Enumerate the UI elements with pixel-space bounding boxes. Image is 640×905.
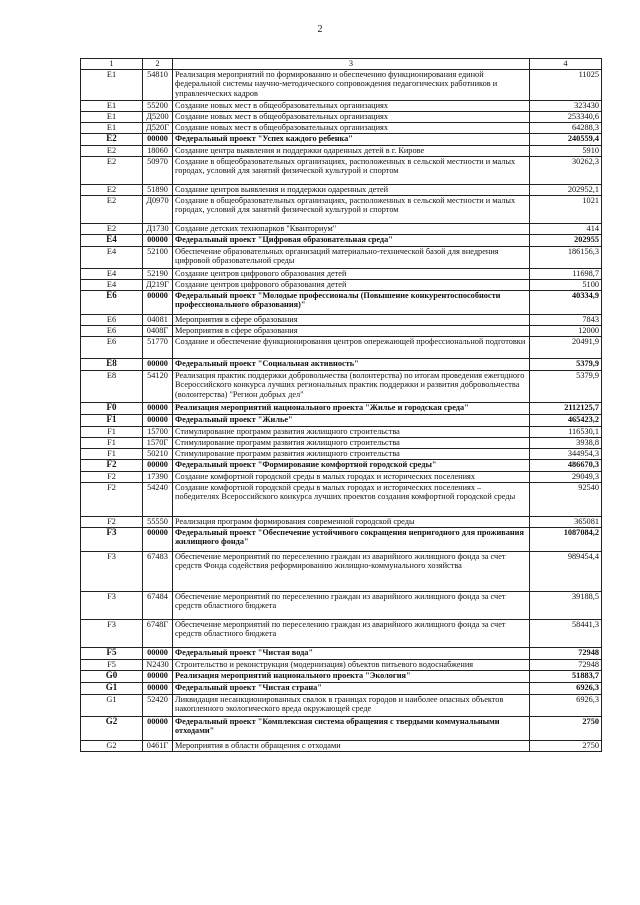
cell-c3: Федеральный проект "Комплексная система обращения с твердыми коммунальными отходами" [173,716,530,740]
cell-c1: F1 [81,426,143,437]
table-row [81,716,602,740]
cell-c4: 12000 [530,325,602,336]
cell-c3: Федеральный проект "Обеспечение устойчивого сокращения непригодного для проживания жилищного фонда" [173,527,530,551]
cell-c3: Федеральный проект "Молодые профессионалы (Повышение конкурентоспособности профессионального образования)" [173,290,530,314]
column-header: 4 [530,59,602,70]
budget-table [80,58,602,752]
cell-c2: 1570Г [143,437,173,448]
table-row [81,591,602,619]
cell-c4: 92540 [530,482,602,516]
table-row [81,659,602,670]
table-row [81,69,602,100]
cell-c3: Федеральный проект "Социальная активность" [173,358,530,370]
cell-c2: 00000 [143,358,173,370]
cell-c1: F1 [81,448,143,459]
table-row [81,647,602,659]
table-row [81,336,602,358]
cell-c1: G0 [81,670,143,682]
cell-c1: F1 [81,414,143,426]
cell-c4: 11698,7 [530,268,602,279]
cell-c3: Федеральный проект "Цифровая образовательная среда" [173,234,530,246]
column-header: 2 [143,59,173,70]
cell-c1: G2 [81,740,143,751]
table-row [81,471,602,482]
cell-c2: Д0970 [143,195,173,223]
cell-c2: 00000 [143,670,173,682]
cell-c1: F3 [81,527,143,551]
cell-c2: 67484 [143,591,173,619]
cell-c4: 51883,7 [530,670,602,682]
cell-c2: 0461Г [143,740,173,751]
cell-c2: 18060 [143,145,173,156]
column-header: 1 [81,59,143,70]
table-row [81,246,602,268]
cell-c1: F0 [81,402,143,414]
cell-c2: 00000 [143,402,173,414]
cell-c2: 52190 [143,268,173,279]
cell-c2: 00000 [143,290,173,314]
cell-c2: 51770 [143,336,173,358]
cell-c4: 58441,3 [530,619,602,647]
cell-c2: 0408Г [143,325,173,336]
cell-c2: 17390 [143,471,173,482]
page-number: 2 [317,24,323,35]
cell-c1: F5 [81,647,143,659]
table-row [81,279,602,290]
cell-c3: Реализация мероприятий по формированию и обеспечению функционирования единой федеральной системы научно-методического сопровождения педагогических работников и управленческих кадров [173,69,530,100]
cell-c4: 1087084,2 [530,527,602,551]
cell-c4: 64288,3 [530,122,602,133]
cell-c1: F3 [81,551,143,591]
cell-c4: 3938,8 [530,437,602,448]
table-row [81,268,602,279]
cell-c4: 2750 [530,740,602,751]
cell-c1: F3 [81,619,143,647]
cell-c3: Обеспечение образовательных организаций материально-технической базой для внедрения цифровой образовательной среды [173,246,530,268]
cell-c3: Стимулирование программ развития жилищного строительства [173,448,530,459]
table-row [81,414,602,426]
cell-c4: 1021 [530,195,602,223]
cell-c1: E2 [81,145,143,156]
cell-c2: Д1730 [143,223,173,234]
cell-c4: 365081 [530,516,602,527]
cell-c1: E1 [81,122,143,133]
cell-c4: 6926,3 [530,694,602,716]
cell-c2: 6748Г [143,619,173,647]
cell-c2: 00000 [143,527,173,551]
cell-c4: 116530,1 [530,426,602,437]
cell-c2: Д520Г [143,122,173,133]
cell-c4: 253340,6 [530,111,602,122]
table-row [81,370,602,402]
cell-c3: Федеральный проект "Успех каждого ребенка" [173,133,530,145]
cell-c2: 00000 [143,414,173,426]
column-header: 3 [173,59,530,70]
cell-c1: E6 [81,325,143,336]
cell-c1: E2 [81,156,143,184]
table-body [81,69,602,751]
cell-c3: Мероприятия в сфере образования [173,314,530,325]
cell-c2: 54810 [143,69,173,100]
cell-c1: F5 [81,659,143,670]
cell-c1: E1 [81,111,143,122]
cell-c1: E1 [81,100,143,111]
cell-c2: 52100 [143,246,173,268]
cell-c4: 486670,3 [530,459,602,471]
cell-c1: E4 [81,268,143,279]
cell-c3: Федеральный проект "Чистая вода" [173,647,530,659]
cell-c2: 00000 [143,133,173,145]
table-row [81,223,602,234]
cell-c4: 72948 [530,659,602,670]
table-row [81,694,602,716]
cell-c1: E6 [81,314,143,325]
cell-c3: Реализация практик поддержки добровольчества (волонтерства) по итогам проведения ежегодного Всероссийского конкурса лучших региональных практик поддержки и развития добровольчества (волонтерства) "Регион добрых дел" [173,370,530,402]
cell-c3: Создание комфортной городской среды в малых городах и исторических поселениях – победителях Всероссийского конкурса лучших проектов создания комфортной городской среды [173,482,530,516]
cell-c1: F2 [81,516,143,527]
cell-c1: E8 [81,370,143,402]
cell-c3: Создание центров цифрового образования детей [173,279,530,290]
table-row [81,740,602,751]
cell-c1: E4 [81,279,143,290]
cell-c2: 52420 [143,694,173,716]
cell-c3: Мероприятия в сфере образования [173,325,530,336]
cell-c1: E2 [81,133,143,145]
cell-c3: Создание в общеобразовательных организациях, расположенных в сельской местности и малых городах, условий для занятий физической культурой и спортом [173,156,530,184]
cell-c4: 5910 [530,145,602,156]
table-row [81,437,602,448]
table-row [81,426,602,437]
cell-c3: Федеральный проект "Чистая страна" [173,682,530,694]
cell-c3: Реализация мероприятий национального проекта "Экология" [173,670,530,682]
cell-c2: Д5200 [143,111,173,122]
cell-c3: Создание центра выявления и поддержки одаренных детей в г. Кирове [173,145,530,156]
table-row [81,482,602,516]
cell-c1: F1 [81,437,143,448]
cell-c2: 51890 [143,184,173,195]
cell-c2: 50970 [143,156,173,184]
table-row [81,459,602,471]
table-row [81,195,602,223]
table-row [81,682,602,694]
table-row [81,122,602,133]
cell-c4: 414 [530,223,602,234]
cell-c1: E2 [81,184,143,195]
table-row [81,145,602,156]
cell-c3: Стимулирование программ развития жилищного строительства [173,426,530,437]
cell-c3: Создание центров выявления и поддержки одаренных детей [173,184,530,195]
cell-c3: Создание новых мест в общеобразовательных организациях [173,122,530,133]
cell-c2: 50210 [143,448,173,459]
cell-c4: 323430 [530,100,602,111]
cell-c1: E2 [81,223,143,234]
cell-c4: 5379,9 [530,370,602,402]
cell-c3: Создание в общеобразовательных организациях, расположенных в сельской местности и малых городах, условий для занятий физической культурой и спортом [173,195,530,223]
table-row [81,100,602,111]
cell-c4: 29049,3 [530,471,602,482]
cell-c4: 202952,1 [530,184,602,195]
cell-c2: 00000 [143,234,173,246]
cell-c3: Обеспечение мероприятий по переселению граждан из аварийного жилищного фонда за счет средств Фонда содействия реформированию жилищно-коммунального хозяйства [173,551,530,591]
cell-c4: 39188,5 [530,591,602,619]
cell-c3: Создание центров цифрового образования детей [173,268,530,279]
cell-c1: E4 [81,234,143,246]
cell-c2: N2430 [143,659,173,670]
cell-c3: Федеральный проект "Формирование комфортной городской среды" [173,459,530,471]
cell-c1: E1 [81,69,143,100]
cell-c3: Стимулирование программ развития жилищного строительства [173,437,530,448]
cell-c4: 202955 [530,234,602,246]
cell-c1: E4 [81,246,143,268]
cell-c4: 186156,3 [530,246,602,268]
cell-c3: Обеспечение мероприятий по переселению граждан из аварийного жилищного фонда за счет средств областного бюджета [173,591,530,619]
table-row [81,184,602,195]
cell-c1: G2 [81,716,143,740]
cell-c4: 5100 [530,279,602,290]
table-row [81,516,602,527]
cell-c1: F2 [81,482,143,516]
table-row [81,133,602,145]
cell-c4: 5379,9 [530,358,602,370]
cell-c3: Строительство и реконструкция (модернизация) объектов питьевого водоснабжения [173,659,530,670]
cell-c4: 20491,9 [530,336,602,358]
cell-c2: 54240 [143,482,173,516]
cell-c1: E6 [81,290,143,314]
cell-c2: 00000 [143,716,173,740]
table-row [81,111,602,122]
table-header-row [81,59,602,70]
table-row [81,290,602,314]
table-row [81,314,602,325]
table-row [81,670,602,682]
table-row [81,619,602,647]
cell-c4: 989454,4 [530,551,602,591]
cell-c4: 11025 [530,69,602,100]
cell-c4: 344954,3 [530,448,602,459]
cell-c3: Создание детских технопарков "Кванториум" [173,223,530,234]
cell-c2: 54120 [143,370,173,402]
cell-c4: 2112125,7 [530,402,602,414]
cell-c1: E6 [81,336,143,358]
cell-c1: G1 [81,694,143,716]
table-row [81,156,602,184]
cell-c4: 7843 [530,314,602,325]
cell-c3: Реализация программ формирования современной городской среды [173,516,530,527]
table-row [81,358,602,370]
cell-c2: Д219Г [143,279,173,290]
cell-c1: E8 [81,358,143,370]
cell-c2: 00000 [143,459,173,471]
cell-c4: 30262,3 [530,156,602,184]
cell-c3: Реализация мероприятий национального проекта "Жилье и городская среда" [173,402,530,414]
cell-c3: Создание и обеспечение функционирования центров опережающей профессиональной подготовки [173,336,530,358]
cell-c2: 55200 [143,100,173,111]
table-row [81,551,602,591]
cell-c1: F2 [81,459,143,471]
cell-c2: 04081 [143,314,173,325]
cell-c1: F2 [81,471,143,482]
cell-c2: 00000 [143,647,173,659]
cell-c2: 00000 [143,682,173,694]
cell-c3: Ликвидация несанкционированных свалок в границах городов и наиболее опасных объектов накопленного экологического вреда окружающей среде [173,694,530,716]
cell-c3: Создание новых мест в общеобразовательных организациях [173,111,530,122]
table-row [81,527,602,551]
cell-c4: 40334,9 [530,290,602,314]
table-row [81,448,602,459]
table-row [81,234,602,246]
cell-c2: 15700 [143,426,173,437]
cell-c4: 240559,4 [530,133,602,145]
cell-c3: Федеральный проект "Жилье" [173,414,530,426]
cell-c3: Создание комфортной городской среды в малых городах и исторических поселениях [173,471,530,482]
cell-c3: Мероприятия в области обращения с отходами [173,740,530,751]
table-row [81,325,602,336]
cell-c3: Создание новых мест в общеобразовательных организациях [173,100,530,111]
cell-c4: 72948 [530,647,602,659]
cell-c1: G1 [81,682,143,694]
cell-c3: Обеспечение мероприятий по переселению граждан из аварийного жилищного фонда за счет средств областного бюджета [173,619,530,647]
cell-c1: F3 [81,591,143,619]
table-row [81,402,602,414]
cell-c4: 6926,3 [530,682,602,694]
cell-c4: 465423,2 [530,414,602,426]
cell-c4: 2750 [530,716,602,740]
cell-c2: 67483 [143,551,173,591]
cell-c2: 55550 [143,516,173,527]
cell-c1: E2 [81,195,143,223]
